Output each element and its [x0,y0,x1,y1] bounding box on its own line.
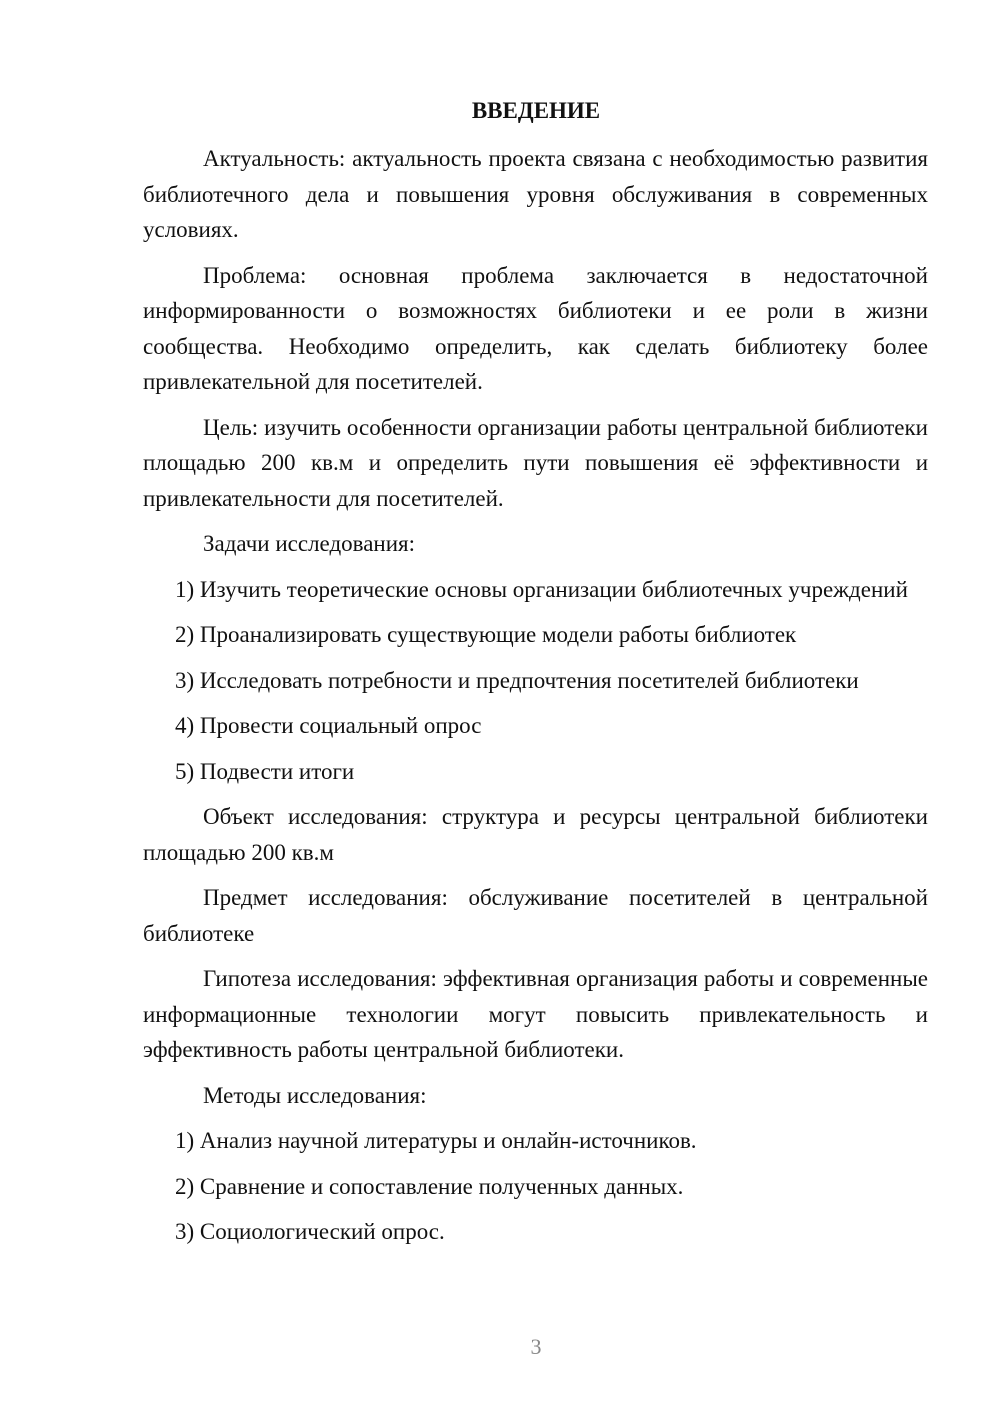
page-number: 3 [530,1334,542,1359]
document-body [143,141,928,1260]
method-item: 3) Социологический опрос. [175,1219,445,1244]
task-item: 4) Провести социальный опрос [175,713,482,738]
task-item: 5) Подвести итоги [175,758,355,784]
object-paragraph: Объект исследования: структура и ресурсы центральной библиотеки площадью 200 кв.м [143,804,928,865]
section-heading: ВВЕДЕНИЕ [471,98,601,123]
goal-paragraph: Цель: изучить особенности организации работы центральной библиотеки площадью 200 кв.м и определить пути повышения её эффективности и привлекательности для посетителей. [143,414,928,511]
task-item: 1) Изучить теоретические основы организации библиотечных учреждений [175,576,908,602]
task-item: 3) Исследовать потребности и предпочтения посетителей библиотеки [175,667,859,693]
problem-paragraph: Проблема: основная проблема заключается в недостаточной информированности о возможностях библиотеки и ее роли в жизни сообщества. Необходимо определить, как сделать библиотеку более привлекательной для посетителей. [143,262,928,394]
tasks-title: Задачи исследования: [203,531,416,556]
task-item: 2) Проанализировать существующие модели работы библиотек [175,622,797,647]
relevance-paragraph: Актуальность: актуальность проекта связана с необходимостью развития библиотечного дела и повышения уровня обслуживания в современных условиях. [143,146,928,242]
method-item: 2) Сравнение и сопоставление полученных данных. [175,1173,684,1199]
hypothesis-paragraph: Гипотеза исследования: эффективная организация работы и современные информационные технологии могут повысить привлекательность и эффективность работы центральной библиотеки. [143,966,928,1062]
method-item: 1) Анализ научной литературы и онлайн-источников. [175,1128,697,1153]
methods-title: Методы исследования: [203,1082,427,1108]
subject-paragraph: Предмет исследования: обслуживание посетителей в центральной библиотеке [143,885,928,946]
